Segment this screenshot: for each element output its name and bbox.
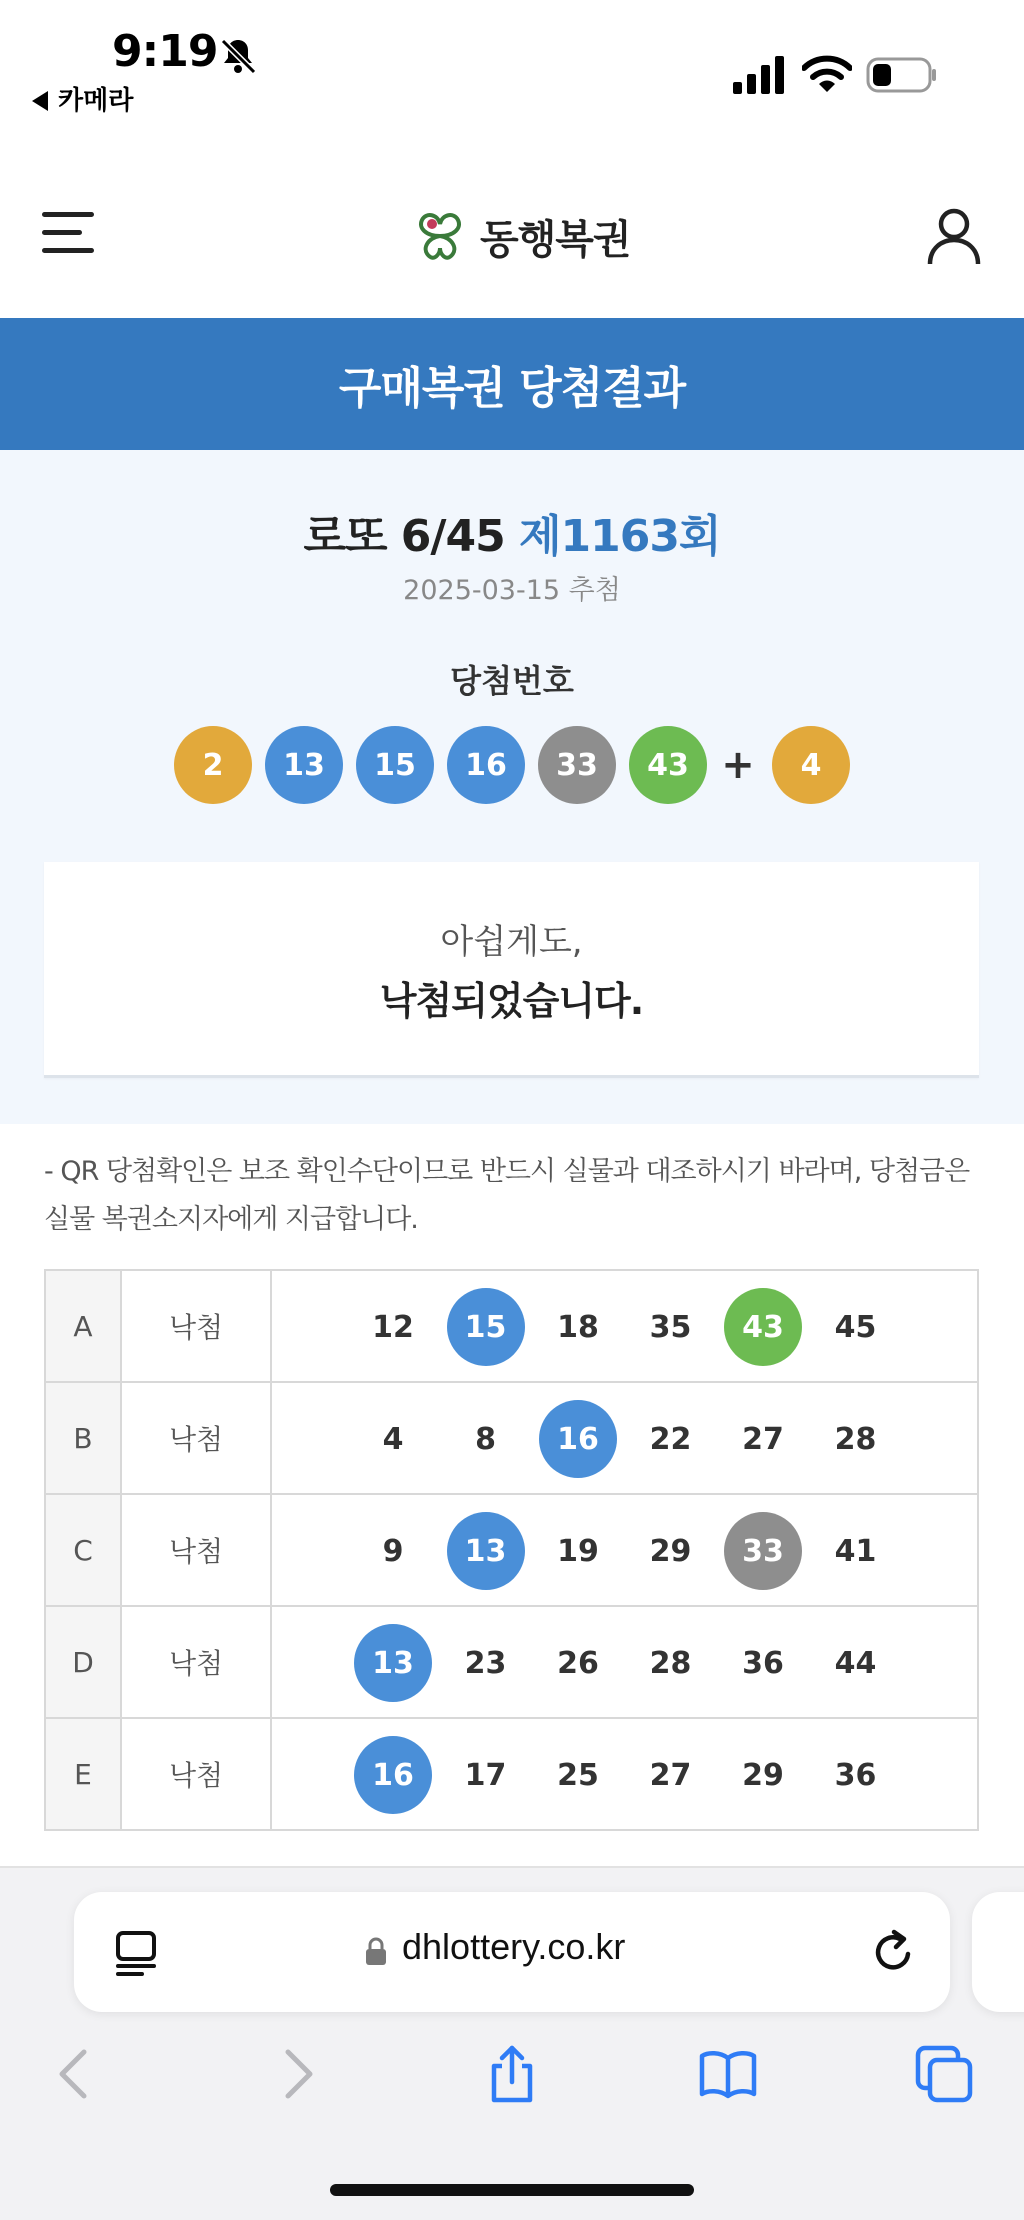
ticket-number: 19 xyxy=(557,1533,599,1569)
game-label: C xyxy=(45,1494,121,1606)
address-bar[interactable] xyxy=(74,1892,950,2012)
ticket-number: 15 xyxy=(447,1288,525,1366)
table-row xyxy=(45,1270,978,1382)
user-account-icon[interactable] xyxy=(924,206,984,266)
back-app-label: 카메라 xyxy=(58,86,134,116)
result-message-card xyxy=(44,862,979,1078)
game-result: 낙첨 xyxy=(121,1606,271,1718)
bonus-ball: 4 xyxy=(772,726,850,804)
status-bar xyxy=(0,0,1024,120)
ticket-numbers xyxy=(272,1608,977,1716)
ticket-number: 22 xyxy=(649,1421,692,1457)
game-result: 낙첨 xyxy=(121,1382,271,1494)
browser-bottom-bar xyxy=(0,1866,1024,2220)
ticket-number: 27 xyxy=(649,1757,692,1793)
game-label: D xyxy=(45,1606,121,1718)
table-row xyxy=(45,1718,978,1830)
ticket-number: 23 xyxy=(464,1645,507,1681)
ticket-number: 35 xyxy=(649,1309,692,1345)
draw-round: 제1163회 xyxy=(519,511,721,562)
ticket-number: 4 xyxy=(382,1421,404,1457)
bell-slash-icon xyxy=(218,36,258,76)
game-result: 낙첨 xyxy=(121,1718,271,1830)
reload-icon[interactable] xyxy=(870,1928,918,1976)
ticket-number: 29 xyxy=(649,1533,692,1569)
ticket-number: 45 xyxy=(834,1309,877,1345)
winning-ball: 33 xyxy=(538,726,616,804)
result-message-line2: 낙첨되었습니다. xyxy=(379,979,644,1023)
qr-notice: - QR 당첨확인은 보조 확인수단이므로 반드시 실물과 대조하시기 바라며, 당첨금은 실물 복권소지자에게 지급합니다. xyxy=(44,1156,970,1235)
ticket-number: 43 xyxy=(724,1288,802,1366)
game-label: B xyxy=(45,1382,121,1494)
ticket-number: 13 xyxy=(354,1624,432,1702)
ticket-number: 28 xyxy=(834,1421,877,1457)
winning-numbers-label: 당첨번호 xyxy=(450,662,574,700)
game-name: 로또 6/45 xyxy=(303,511,505,562)
page-banner xyxy=(0,318,1024,450)
ticket-number: 26 xyxy=(557,1645,599,1681)
draw-date: 2025-03-15 추첨 xyxy=(403,575,621,606)
bookmarks-icon[interactable] xyxy=(698,2044,758,2104)
app-header xyxy=(0,170,1024,318)
logo-text: 동행복권 xyxy=(480,216,631,263)
back-to-app-link[interactable] xyxy=(32,80,133,117)
table-row xyxy=(45,1606,978,1718)
url-text[interactable]: dhlottery.co.kr xyxy=(402,1926,626,1967)
ticket-numbers xyxy=(272,1720,977,1828)
game-result: 낙첨 xyxy=(121,1494,271,1606)
back-triangle-icon xyxy=(32,91,48,111)
ticket-number: 16 xyxy=(539,1400,617,1478)
draw-title xyxy=(0,500,1024,564)
game-label: A xyxy=(45,1270,121,1382)
ticket-numbers xyxy=(272,1496,977,1604)
ticket-number: 36 xyxy=(834,1757,877,1793)
ticket-number: 27 xyxy=(742,1421,784,1457)
site-logo[interactable] xyxy=(410,206,631,266)
forward-icon[interactable] xyxy=(266,2044,326,2104)
clover-logo-icon xyxy=(410,208,470,264)
ticket-numbers xyxy=(272,1384,977,1492)
ticket-number: 36 xyxy=(742,1645,784,1681)
ticket-number: 29 xyxy=(742,1757,784,1793)
ticket-number: 44 xyxy=(834,1645,877,1681)
winning-ball: 13 xyxy=(265,726,343,804)
battery-icon xyxy=(866,56,938,94)
cellular-signal-icon xyxy=(733,56,787,94)
ticket-number: 17 xyxy=(464,1757,507,1793)
ticket-numbers xyxy=(272,1272,977,1380)
next-tab-pill[interactable] xyxy=(972,1892,1024,2012)
home-indicator xyxy=(330,2184,694,2196)
ticket-result-table xyxy=(44,1269,979,1831)
status-time: 9:19 xyxy=(112,26,218,77)
winning-ball: 43 xyxy=(629,726,707,804)
ticket-number: 41 xyxy=(834,1533,877,1569)
game-result: 낙첨 xyxy=(121,1270,271,1382)
tabs-icon[interactable] xyxy=(914,2044,974,2104)
share-icon[interactable] xyxy=(482,2044,542,2104)
ticket-number: 8 xyxy=(475,1421,496,1457)
table-row xyxy=(45,1382,978,1494)
back-icon[interactable] xyxy=(46,2044,106,2104)
reader-icon[interactable] xyxy=(114,1930,160,1976)
wifi-icon xyxy=(802,54,852,94)
lock-icon xyxy=(364,1936,388,1966)
hamburger-menu-icon[interactable] xyxy=(40,210,96,256)
winning-ball: 15 xyxy=(356,726,434,804)
winning-ball: 16 xyxy=(447,726,525,804)
winning-numbers xyxy=(0,726,1024,806)
bonus-plus-sign: + xyxy=(721,742,755,788)
ticket-number: 12 xyxy=(372,1309,414,1345)
page-title: 구매복권 당첨결과 xyxy=(338,363,686,414)
game-label: E xyxy=(45,1718,121,1830)
table-row xyxy=(45,1494,978,1606)
draw-result-section xyxy=(0,450,1024,1124)
ticket-number: 33 xyxy=(724,1512,802,1590)
result-message-line1: 아쉽게도, xyxy=(440,922,583,962)
ticket-number: 16 xyxy=(354,1736,432,1814)
winning-ball: 2 xyxy=(174,726,252,804)
ticket-number: 9 xyxy=(382,1533,404,1569)
ticket-number: 25 xyxy=(557,1757,599,1793)
ticket-number: 28 xyxy=(649,1645,692,1681)
ticket-number: 18 xyxy=(557,1309,599,1345)
ticket-number: 13 xyxy=(447,1512,525,1590)
